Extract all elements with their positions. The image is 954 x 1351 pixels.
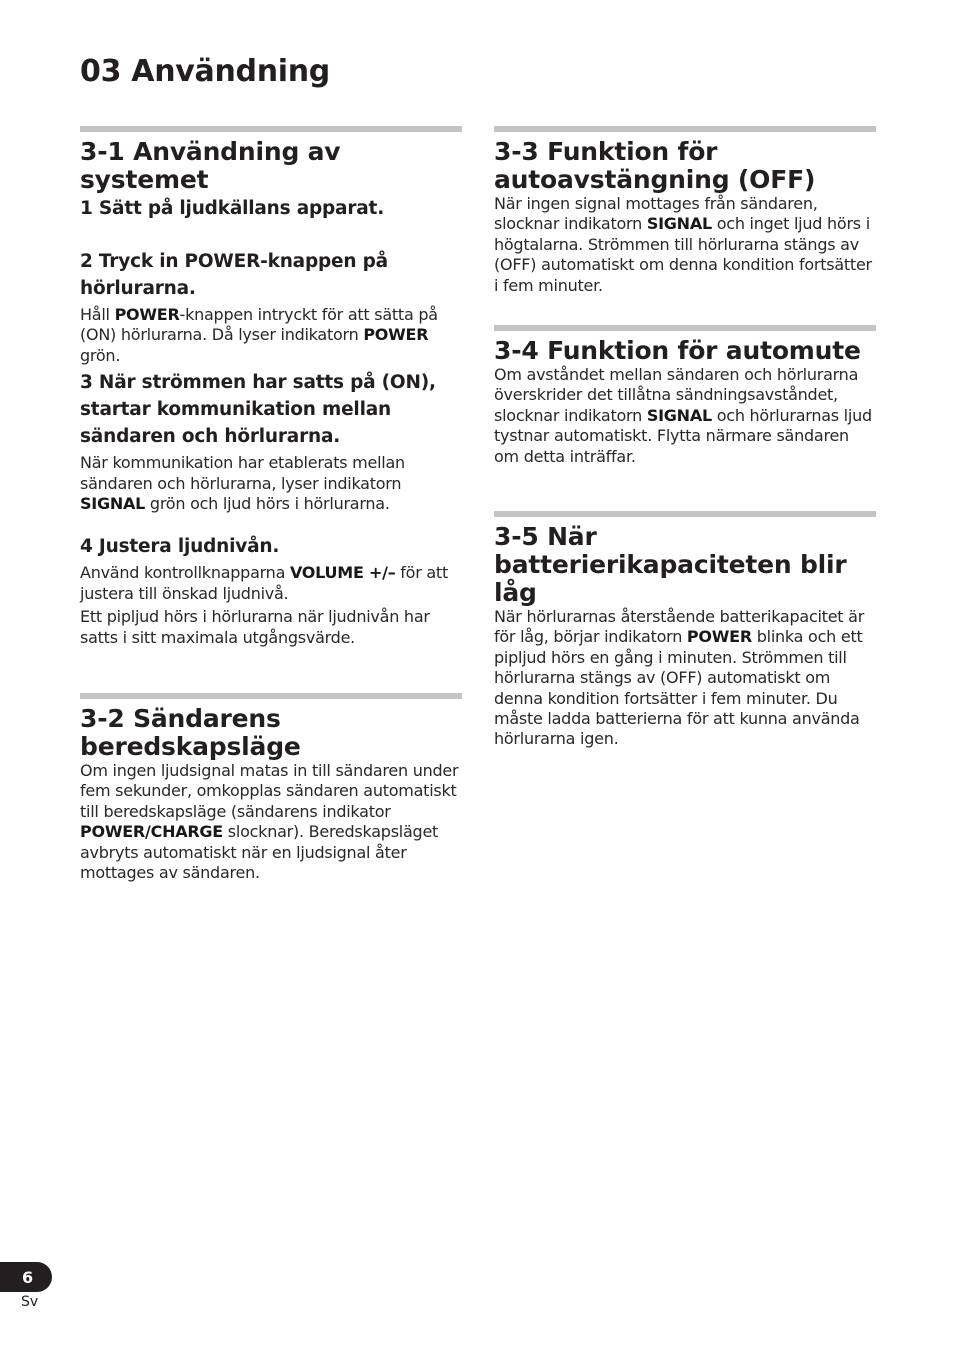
page-number: 6 <box>22 1268 34 1287</box>
section-3-5-text: När hörlurarnas återstående batterikapacitet är för låg, börjar indikatorn POWER blinka och ett pipljud hörs en gång i minuten. Strömmen till hörlurarna stängs av (OFF) automatiskt om denna kondition fortsätter i fem minuter. Du måste ladda batterierna för att kunna använda hörlurarna igen. <box>494 607 865 749</box>
section-3-3-title: 3-3 Funktion för autoavstängning (OFF) <box>494 137 816 194</box>
step-4-text-2: Ett pipljud hörs i hörlurarna när ljudnivån har satts i sitt maximala utgångsvärde. <box>80 607 430 647</box>
step-2-heading: 2 Tryck in POWER-knappen på hörlurarna. <box>80 251 388 299</box>
section-3-3-text: När ingen signal mottages från sändaren, slocknar indikatorn SIGNAL och inget ljud hörs i högtalarna. Strömmen till hörlurarna stängs av (OFF) automatiskt om denna kondition fortsätter i fem minuter. <box>494 194 872 295</box>
section-3-4-text: Om avståndet mellan sändaren och hörlurarna överskrider det tillåtna sändningsavståndet, slocknar indikatorn SIGNAL och hörlurarnas ljud tystnar automatiskt. Flytta närmare sändaren om detta inträffar. <box>494 365 872 466</box>
section-3-3 <box>494 126 876 319</box>
section-3-1 <box>80 126 462 688</box>
section-3-4 <box>494 325 876 505</box>
section-3-4-title: 3-4 Funktion för automute <box>494 336 861 365</box>
language-code: Sv <box>21 1294 39 1310</box>
section-3-2-title: 3-2 Sändarens beredskapsläge <box>80 704 301 761</box>
section-3-2 <box>80 693 462 883</box>
step-3-heading: 3 När strömmen har satts på (ON), startar kommunikation mellan sändaren och hörlurarna. <box>80 372 436 448</box>
step-2-text: Håll POWER-knappen intryckt för att sätta på (ON) hörlurarna. Då lyser indikatorn POWER grön. <box>80 305 438 365</box>
section-3-5 <box>494 511 876 750</box>
left-column <box>80 126 462 883</box>
chapter-title: 03 Användning <box>80 54 330 89</box>
step-4-heading: 4 Justera ljudnivån. <box>80 536 280 558</box>
step-3-text: När kommunikation har etablerats mellan sändaren och hörlurarna, lyser indikatorn SIGNAL grön och ljud hörs i hörlurarna. <box>80 453 405 514</box>
section-3-2-text: Om ingen ljudsignal matas in till sändaren under fem sekunder, omkopplas sändaren automatiskt till beredskapsläge (sändarens indikator POWER/CHARGE slocknar). Beredskapsläget avbryts automatiskt när en ljudsignal åter mottages av sändaren. <box>80 761 459 883</box>
step-1-heading: 1 Sätt på ljudkällans apparat. <box>80 198 385 219</box>
step-4-text-1: Använd kontrollknapparna VOLUME +/– för att justera till önskad ljudnivå. <box>80 563 448 603</box>
section-3-5-title: 3-5 När batterierikapaciteten blir låg <box>494 522 847 607</box>
section-3-1-title: 3-1 Användning av systemet <box>80 137 341 194</box>
right-column <box>494 126 876 750</box>
